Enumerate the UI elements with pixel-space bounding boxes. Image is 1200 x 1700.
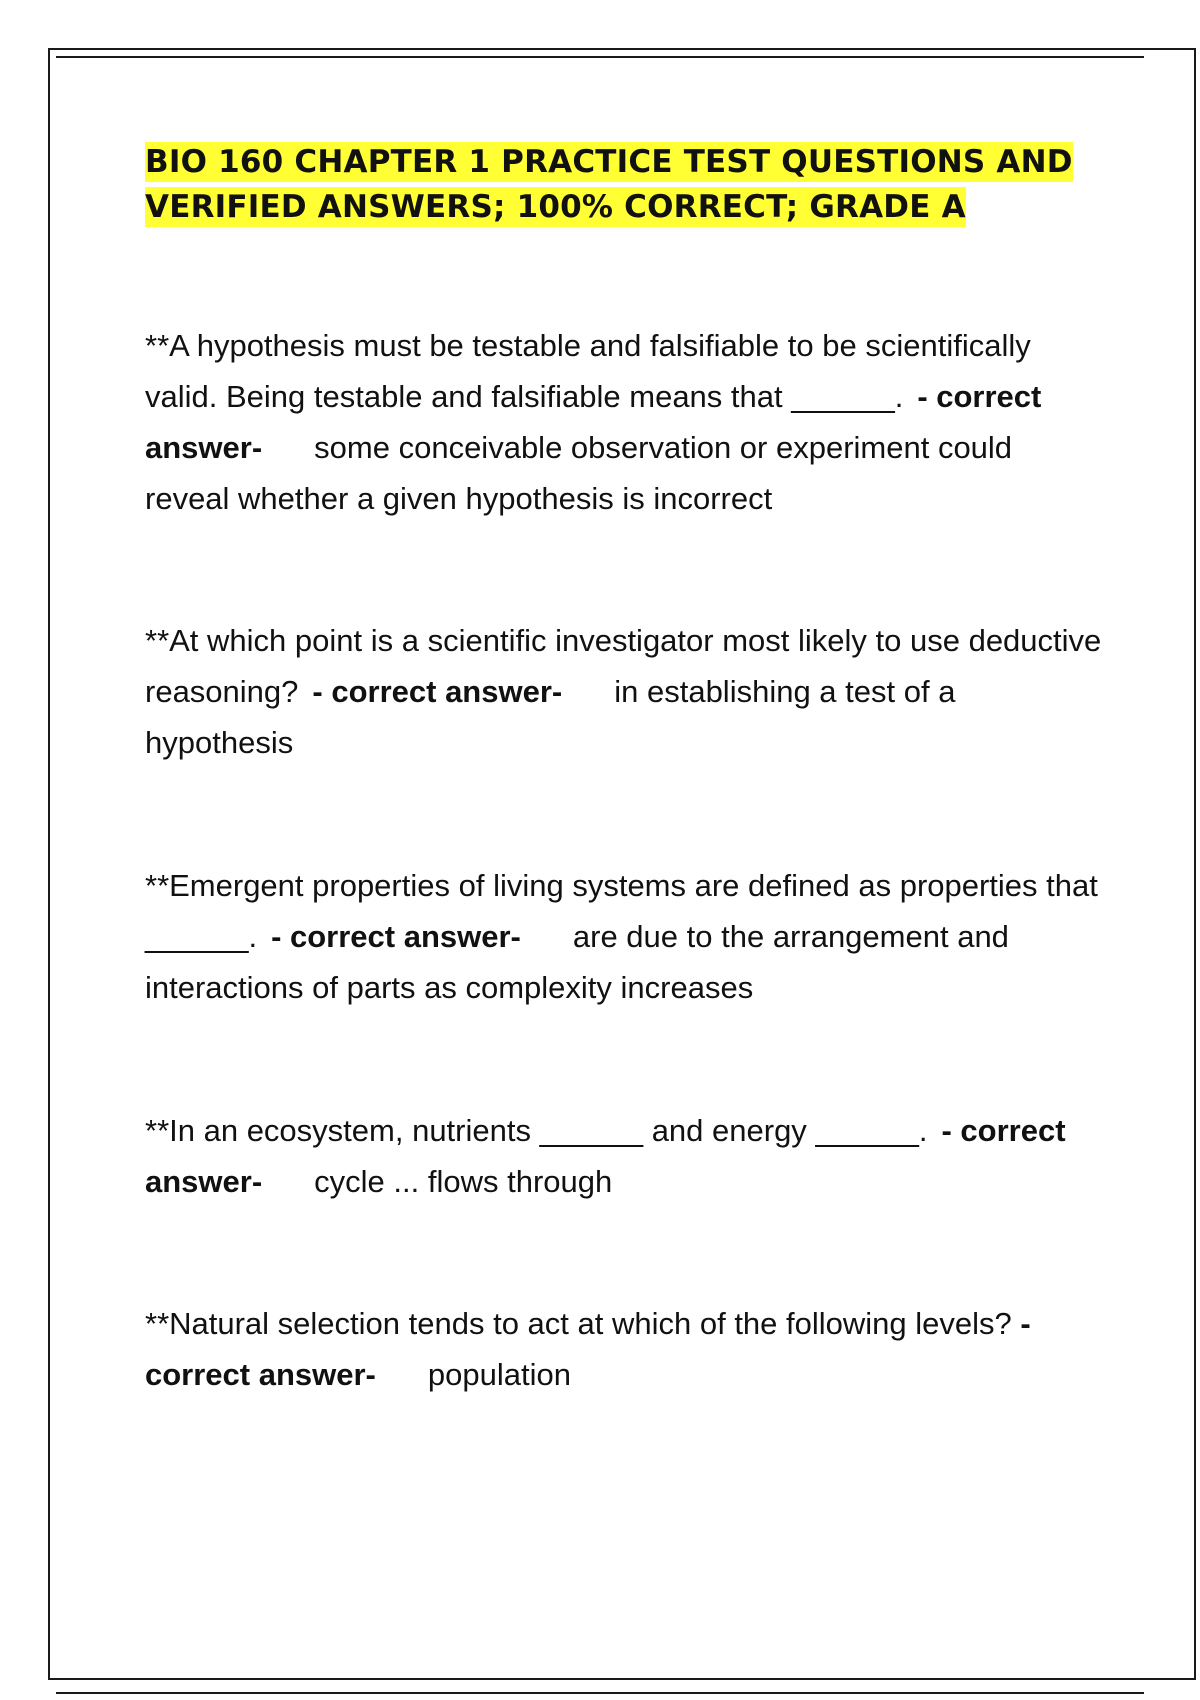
question-item: [145, 1105, 1105, 1207]
question-text: **At which point is a scientific investigator most likely to use deductive reasoning?: [145, 623, 1102, 709]
question-text: **A hypothesis must be testable and falsifiable to be scientifically valid. Being testable and falsifiable means that: [145, 328, 1031, 414]
question-item: [145, 860, 1105, 1013]
question-text: **In an ecosystem, nutrients: [145, 1113, 531, 1148]
question-text: **Emergent properties of living systems are defined as properties that: [145, 868, 1098, 903]
question-text-continued: and energy: [651, 1113, 807, 1148]
question-item: [145, 615, 1105, 768]
header-rule: [56, 56, 1144, 58]
title-highlight: [145, 142, 1073, 227]
answer-text: are due to the arrangement and interactions of parts as complexity increases: [145, 919, 1009, 1005]
title-line-1: BIO 160 CHAPTER 1 PRACTICE TEST QUESTIONS AND: [145, 144, 1073, 180]
question-item: [145, 1298, 1105, 1400]
answer-blank: ______.: [145, 919, 258, 954]
footer-rule: [56, 1692, 1144, 1694]
title-line-2: VERIFIED ANSWERS; 100% CORRECT; GRADE A: [145, 189, 966, 225]
document-title: [145, 140, 1105, 230]
correct-answer-label: - correct answer-: [145, 1306, 1031, 1392]
answer-blank: ______.: [791, 379, 904, 414]
answer-text: some conceivable observation or experiment could reveal whether a given hypothesis is incorrect: [145, 430, 1013, 516]
answer-text: population: [427, 1357, 571, 1392]
correct-answer-label: - correct answer-: [312, 674, 563, 709]
correct-answer-label: - correct answer-: [271, 919, 521, 954]
correct-answer-label: - correct answer-: [145, 379, 1042, 465]
correct-answer-label: - correct answer-: [145, 1113, 1066, 1199]
question-item: [145, 320, 1105, 524]
question-text: **Natural selection tends to act at which of the following levels?: [145, 1306, 1012, 1341]
answer-blank: ______.: [815, 1113, 928, 1148]
answer-text: in establishing a test of a hypothesis: [145, 674, 956, 760]
answer-blank: ______: [539, 1113, 644, 1148]
answer-text: cycle ... flows through: [314, 1164, 613, 1199]
